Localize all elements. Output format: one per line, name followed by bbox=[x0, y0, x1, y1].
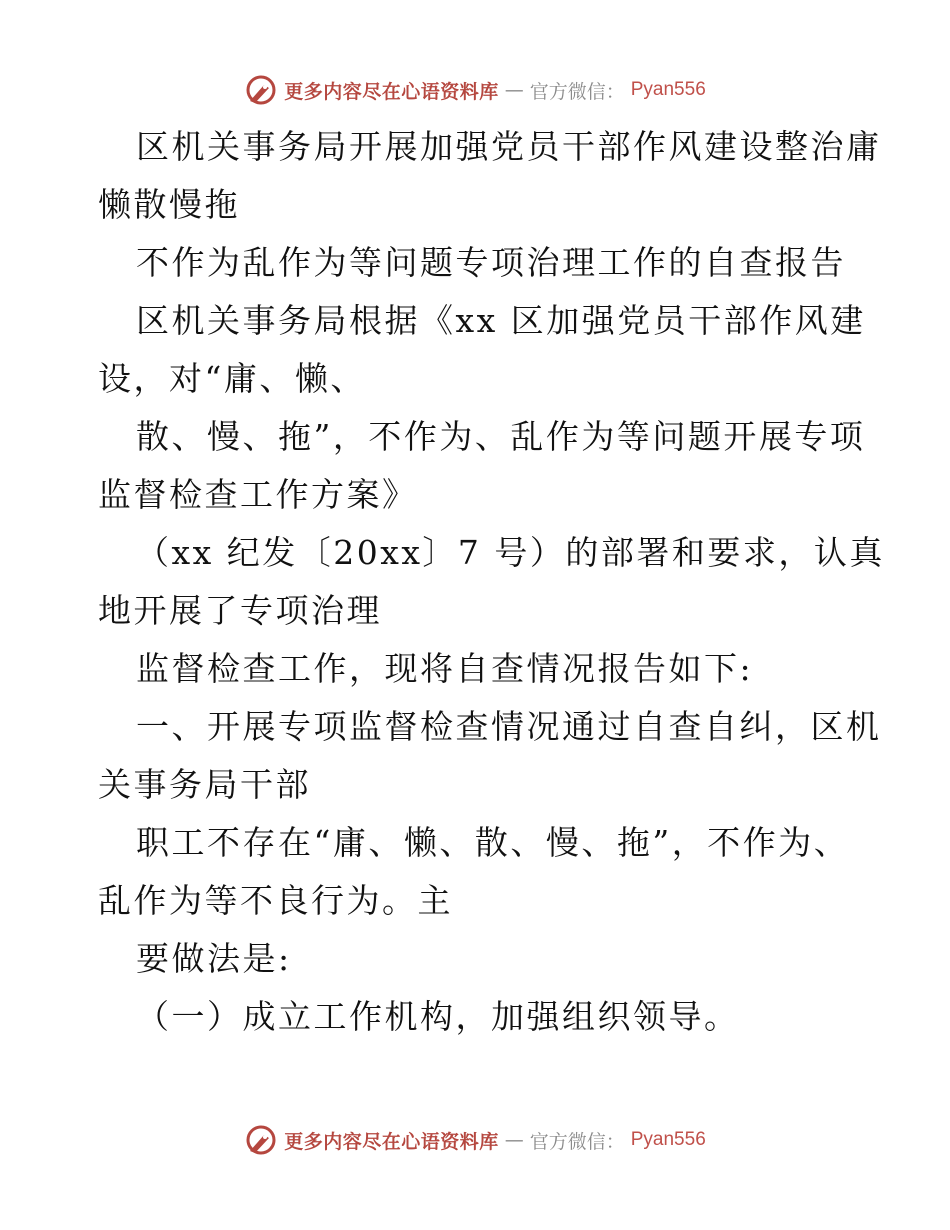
doc-line: （xx 纪发〔20xx〕7 号）的部署和要求，认真 bbox=[136, 533, 885, 572]
header-banner bbox=[0, 70, 950, 110]
doc-line: 散、慢、拖”，不作为、乱作为等问题开展专项 bbox=[136, 417, 866, 456]
doc-line: 一、开展专项监督检查情况通过自查自纠，区机 bbox=[136, 707, 882, 746]
header-banner-content bbox=[244, 73, 706, 107]
footer-banner bbox=[0, 1120, 950, 1160]
doc-line: 区机关事务局根据《xx 区加强党员干部作风建 bbox=[136, 301, 866, 340]
doc-line: 乱作为等不良行为。主 bbox=[98, 881, 453, 920]
doc-line: 职工不存在“庸、懒、散、慢、拖”，不作为、 bbox=[136, 823, 850, 862]
pen-nib-logo-icon bbox=[244, 1123, 278, 1157]
document-body bbox=[98, 118, 885, 1046]
doc-line: 不作为乱作为等问题专项治理工作的自查报告 bbox=[136, 243, 846, 282]
banner-separator: — bbox=[504, 79, 524, 101]
pen-nib-logo-icon bbox=[244, 73, 278, 107]
doc-line: 设，对“庸、懒、 bbox=[98, 359, 366, 398]
doc-line: 监督检查工作，现将自查情况报告如下: bbox=[136, 649, 754, 688]
doc-line: 地开展了专项治理 bbox=[98, 591, 382, 630]
banner-separator: — bbox=[504, 1129, 524, 1151]
footer-banner-content bbox=[244, 1123, 706, 1157]
doc-line: 懒散慢拖 bbox=[98, 185, 240, 224]
banner-wechat-id: Pyan556 bbox=[630, 79, 706, 100]
banner-main-text: 更多内容尽在心语资料库 bbox=[284, 1130, 499, 1153]
doc-line: 关事务局干部 bbox=[98, 765, 311, 804]
doc-line: （一）成立工作机构，加强组织领导。 bbox=[136, 997, 740, 1036]
banner-sub-text: 官方微信： bbox=[529, 80, 625, 103]
banner-sub-text: 官方微信： bbox=[529, 1130, 625, 1153]
doc-line: 区机关事务局开展加强党员干部作风建设整治庸 bbox=[136, 127, 882, 166]
banner-wechat-id: Pyan556 bbox=[630, 1129, 706, 1150]
doc-line: 要做法是: bbox=[136, 939, 292, 978]
doc-line: 监督检查工作方案》 bbox=[98, 475, 418, 514]
banner-main-text: 更多内容尽在心语资料库 bbox=[284, 80, 499, 103]
